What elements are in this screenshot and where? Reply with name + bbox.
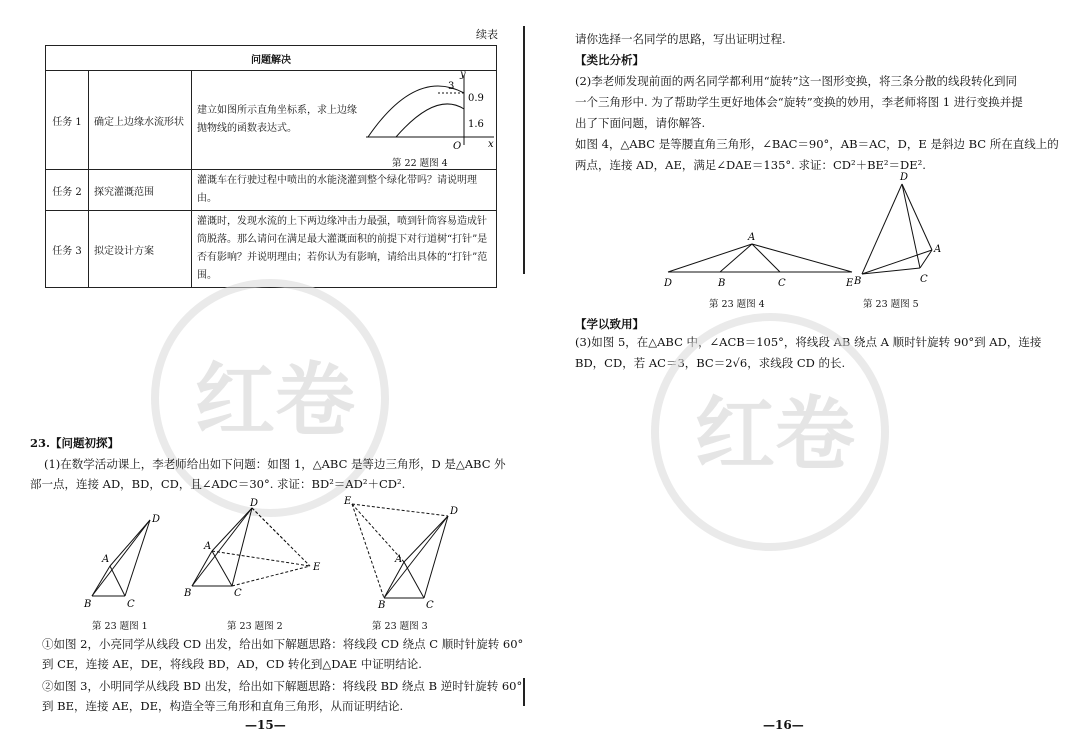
- p2e: 两点，连接 AD，AE，满足∠DAE＝135°. 求证：CD²＋BE²＝DE².: [575, 158, 926, 172]
- svg-text:A: A: [204, 541, 212, 552]
- svg-text:A: A: [748, 232, 756, 243]
- watermark-seal-right: [650, 312, 890, 552]
- svg-text:A: A: [395, 554, 403, 565]
- svg-text:D: D: [250, 498, 259, 509]
- left-page: [0, 0, 530, 742]
- task-1-goal: 确定上边缘水流形状: [89, 71, 192, 170]
- task-3-label: 任务 3: [46, 211, 89, 288]
- q23-number: 23.: [30, 436, 51, 450]
- right-page: [545, 0, 1080, 742]
- p3a: (3)如图 5，在△ABC 中，∠ACB＝105°，将线段 AB 绕点 A 顺时针旋转 90°到 AD，连接: [575, 335, 1042, 349]
- svg-text:C: C: [920, 274, 928, 285]
- svg-text:D: D: [900, 172, 909, 183]
- p2d: 如图 4，△ABC 是等腰直角三角形，∠BAC＝90°，AB＝AC，D，E 是斜边 BC 所在直线上的: [575, 137, 1059, 151]
- section-apply: 【学以致用】: [575, 317, 644, 331]
- svg-text:B: B: [854, 276, 862, 287]
- q23-solution-1b: 到 CE，连接 AE，DE，将线段 BD，AD，CD 转化到△DAE 中证明结论.: [42, 657, 422, 671]
- q23-section: 【问题初探】: [50, 436, 120, 450]
- p2a: (2)李老师发现前面的两名同学都利用“旋转”这一图形变换，将三条分散的线段转化到同: [575, 74, 1018, 88]
- q23-figure-1: [80, 510, 180, 620]
- problem-solving-table: [45, 45, 497, 288]
- svg-text:E: E: [344, 496, 352, 507]
- task-1-label: 任务 1: [46, 71, 89, 170]
- q23-figure-2: [180, 496, 330, 606]
- page-number-left: —15—: [245, 718, 286, 732]
- parabola-figure: [356, 71, 496, 151]
- svg-text:B: B: [184, 588, 192, 599]
- svg-text:D: D: [664, 278, 673, 289]
- q23-figure-4: [660, 230, 860, 300]
- q23-figure-5: [850, 170, 950, 287]
- p2b: 一个三角形中. 为了帮助学生更好地体会“旋转”变换的妙用，李老师将图 1 进行变换并提: [575, 95, 1023, 109]
- svg-text:B: B: [378, 600, 386, 611]
- svg-text:B: B: [718, 278, 726, 289]
- svg-text:C: C: [426, 600, 434, 611]
- q23-solution-2a: ②如图 3，小明同学从线段 BD 出发，给出如下解题思路：将线段 BD 绕点 B 逆时针旋转 60°: [42, 679, 523, 693]
- x-axis-label: x: [488, 139, 494, 150]
- svg-text:C: C: [234, 588, 242, 599]
- label-0.9: 0.9: [468, 93, 484, 104]
- table-figure-caption: 第 22 题图 4: [392, 158, 448, 169]
- task-2-goal: 探究灌溉范围: [89, 170, 192, 211]
- svg-text:D: D: [152, 514, 161, 525]
- q23-solution-1a: ①如图 2，小亮同学从线段 CD 出发，给出如下解题思路：将线段 CD 绕点 C 顺时针旋转 60°: [42, 637, 524, 651]
- svg-text:A: A: [102, 554, 110, 565]
- intro-line: 请你选择一名同学的思路，写出证明过程.: [575, 32, 786, 46]
- svg-text:E: E: [846, 278, 854, 289]
- label-1.6: 1.6: [468, 119, 484, 130]
- q23-figure-5-caption: 第 23 题图 5: [863, 299, 919, 310]
- origin-label: O: [453, 141, 462, 152]
- svg-text:E: E: [313, 562, 321, 573]
- q23-figure-3: [340, 496, 470, 611]
- q23-p1b: 部一点，连接 AD，BD，CD，且∠ADC＝30°. 求证：BD²＝AD²＋CD².: [30, 477, 406, 491]
- svg-text:D: D: [450, 506, 459, 517]
- task-3-content: 灌溉时，发现水流的上下两边缘冲击力最强，喷到针筒容易造成针筒脱落。那么请问在满足最大灌溉面积的前提下对行道树“打针”是否有影响？并说明理由；若你认为有影响，请给出具体的“打针”范围。: [192, 211, 497, 288]
- y-axis-label: y: [460, 69, 466, 80]
- table-header: 问题解决: [46, 46, 497, 71]
- section-analogy: 【类比分析】: [575, 53, 644, 67]
- q23-solution-2b: 到 BE，连接 AE，DE，构造全等三角形和直角三角形，从而证明结论.: [42, 699, 404, 713]
- svg-text:A: A: [934, 244, 942, 255]
- q23-figure-4-caption: 第 23 题图 4: [709, 299, 765, 310]
- q23-figure-1-caption: 第 23 题图 1: [92, 621, 148, 632]
- continued-label: 续表: [476, 28, 498, 41]
- svg-text:C: C: [127, 599, 135, 610]
- watermark-text-right: 红卷: [695, 388, 855, 481]
- task-3-goal: 拟定设计方案: [89, 211, 192, 288]
- watermark-text: 红卷: [195, 354, 355, 447]
- q23-figure-3-caption: 第 23 题图 3: [372, 621, 428, 632]
- label-3: 3: [448, 81, 455, 92]
- task-1-content: 建立如图所示直角坐标系，求上边缘抛物线的函数表达式。: [197, 105, 357, 134]
- task-2-label: 任务 2: [46, 170, 89, 211]
- svg-text:B: B: [84, 599, 92, 610]
- p2c: 出了下面问题，请你解答.: [575, 116, 706, 130]
- p3b: BD，CD，若 AC＝3，BC＝2√6，求线段 CD 的长.: [575, 356, 846, 370]
- page-number-right: —16—: [763, 718, 804, 732]
- q23-heading: [30, 435, 119, 451]
- svg-text:C: C: [778, 278, 786, 289]
- q23-figure-2-caption: 第 23 题图 2: [227, 621, 283, 632]
- task-2-content: 灌溉车在行驶过程中喷出的水能浇灌到整个绿化带吗？请说明理由。: [192, 170, 497, 211]
- q23-p1a: (1)在数学活动课上，李老师给出如下问题：如图 1，△ABC 是等边三角形，D 是△ABC 外: [44, 457, 506, 471]
